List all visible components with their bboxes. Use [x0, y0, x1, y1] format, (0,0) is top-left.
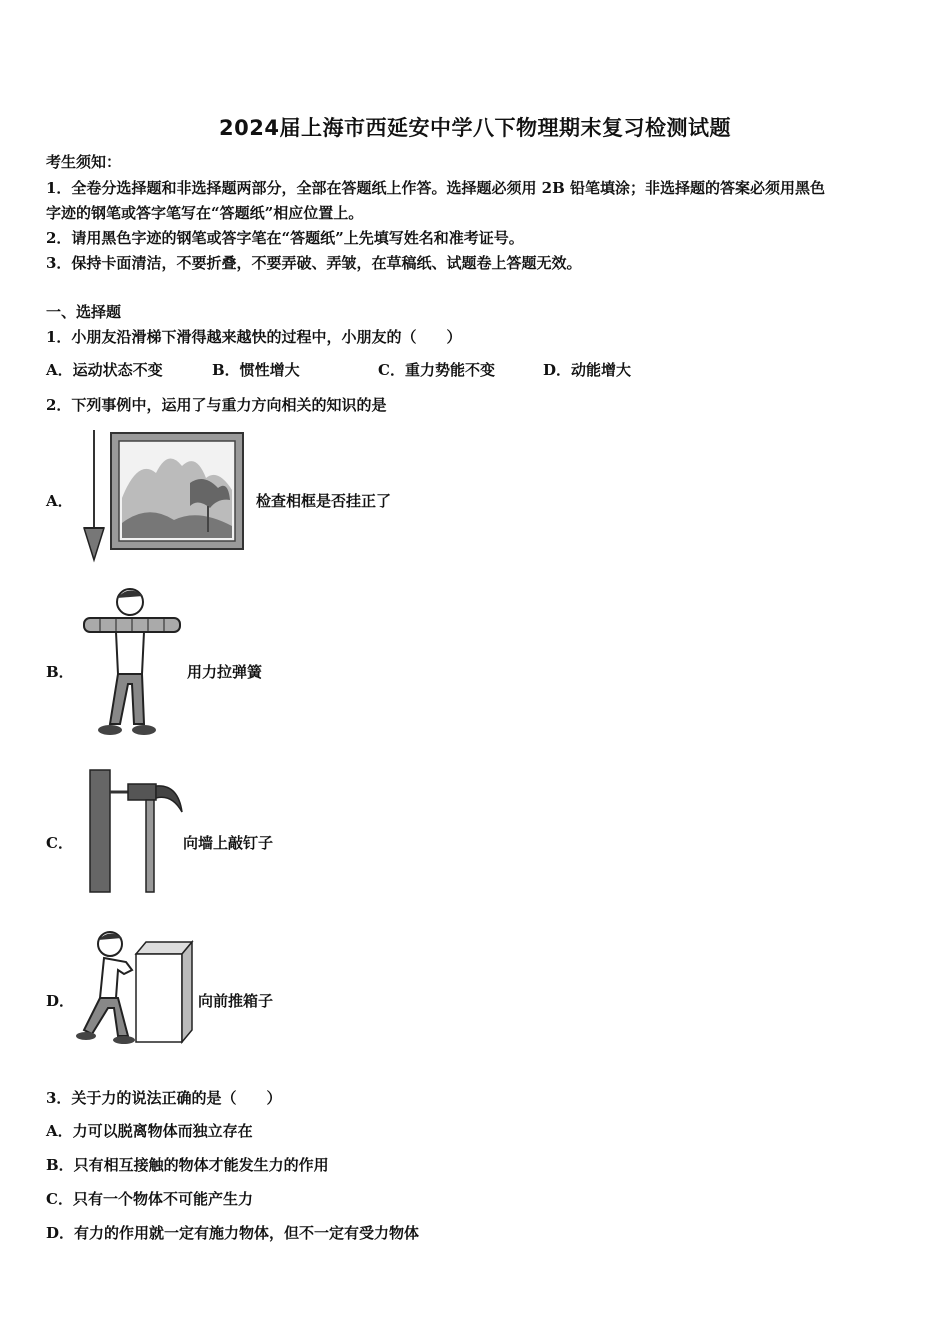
q2-option-b-letter: B． — [46, 663, 74, 681]
q1-option-b: B．惯性增大 — [212, 361, 300, 379]
q2-stem: 2．下列事例中，运用了与重力方向相关的知识的是 — [46, 396, 387, 414]
q3-option-a: A．力可以脱离物体而独立存在 — [46, 1122, 253, 1140]
q2-option-b-text: 用力拉弹簧 — [187, 663, 263, 681]
q1-stem: 1．小朋友沿滑梯下滑得越来越快的过程中，小朋友的（ ） — [46, 328, 462, 346]
person-pulling-spring-illustration — [80, 584, 184, 746]
notice-line-4: 3．保持卡面清洁，不要折叠，不要弄破、弄皱，在草稿纸、试题卷上答题无效。 — [46, 254, 582, 272]
q2-option-c-text: 向墙上敲钉子 — [183, 834, 274, 852]
notice-heading: 考生须知： — [46, 153, 122, 171]
q2-option-d-letter: D． — [46, 992, 75, 1010]
q2-option-a-letter: A． — [46, 492, 73, 510]
q2-option-a-text: 检查相框是否挂正了 — [256, 492, 392, 510]
q3-option-d: D．有力的作用就一定有施力物体，但不一定有受力物体 — [46, 1224, 420, 1242]
q1-option-d: D．动能增大 — [543, 361, 632, 379]
plumb-bob-picture-frame-illustration — [78, 428, 248, 564]
q1-option-c: C．重力势能不变 — [378, 361, 495, 379]
q3-option-b: B．只有相互接触的物体才能发生力的作用 — [46, 1156, 329, 1174]
hammer-nail-wall-illustration — [86, 768, 186, 894]
notice-line-1: 1．全卷分选择题和非选择题两部分，全部在答题纸上作答。选择题必须用 2B 铅笔填涂；非选择题的答案必须用黑色 — [46, 179, 826, 197]
q3-stem: 3．关于力的说法正确的是（ ） — [46, 1089, 282, 1107]
q3-option-c: C．只有一个物体不可能产生力 — [46, 1190, 253, 1208]
notice-line-3: 2．请用黑色字迹的钢笔或答字笔在“答题纸”上先填写姓名和准考证号。 — [46, 229, 524, 247]
person-pushing-box-illustration — [74, 926, 196, 1048]
notice-line-2: 字迹的钢笔或答字笔写在“答题纸”相应位置上。 — [46, 204, 364, 222]
q2-option-d-text: 向前推箱子 — [198, 992, 274, 1010]
q2-option-c-letter: C． — [46, 834, 73, 852]
section-heading: 一、选择题 — [46, 303, 122, 321]
page-title: 2024届上海市西延安中学八下物理期末复习检测试题 — [219, 116, 731, 140]
q1-option-a: A．运动状态不变 — [46, 361, 163, 379]
